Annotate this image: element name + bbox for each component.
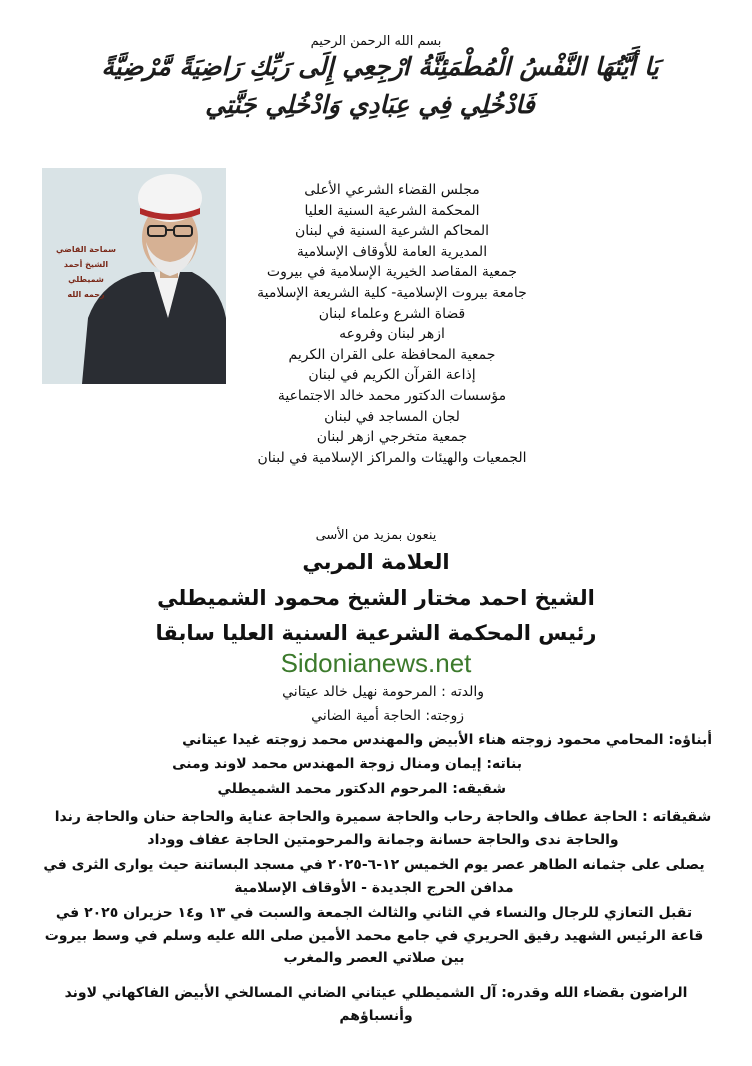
deceased-name: الشيخ احمد مختار الشيخ محمود الشميطلي xyxy=(157,586,595,610)
sisters-paragraph: شقيقاته : الحاجة عطاف والحاجة رحاب والحاجة سميرة والحاجة عناية والحاجة حنان والحاجة رندا والحاجة ندى والحاجة حسانة وجمانة والمرحومتين الحاجة عفاف ووداد xyxy=(54,809,712,848)
organization-item: ازهر لبنان وفروعه xyxy=(339,326,445,343)
deceased-position: رئيس المحكمة الشرعية السنية العليا سابقا xyxy=(155,621,597,645)
organization-item: جمعية المحافظة على القران الكريم xyxy=(288,346,496,363)
organization-item: المديرية العامة للأوقاف الإسلامية xyxy=(296,243,488,260)
quran-verse-line-1: يَا أَيَّتُهَا النَّفْسُ الْمُطْمَئِنَّةُ ارْجِعِي إِلَى رَبِّكِ رَاضِيَةً مَّرْضِيَّةً xyxy=(101,52,659,81)
organization-item: جمعية المقاصد الخيرية الإسلامية في بيروت xyxy=(266,264,518,281)
organization-item: مؤسسات الدكتور محمد خالد الاجتماعية xyxy=(277,387,507,404)
basmala: بسم الله الرحمن الرحيم xyxy=(310,34,442,49)
funeral-paragraph: يصلى على جثمانه الطاهر عصر يوم الخميس ١٢-٦-٢٠٢٥ في مسجد البساتنة حيث يوارى الثرى في مدافن الحرج الجديدة - الأوقاف الإسلامية xyxy=(43,857,705,896)
quran-verse-line-2: فَادْخُلِي فِي عِبَادِي وَادْخُلِي جَنَّتِي xyxy=(205,90,535,119)
daughters-line: بناته: إيمان ومنال زوجة المهندس محمد لاوند ومنى xyxy=(172,756,522,772)
organization-item: قضاة الشرع وعلماء لبنان xyxy=(318,305,466,322)
organization-item: الجمعيات والهيئات والمراكز الإسلامية في لبنان xyxy=(257,449,527,466)
organization-item: لجان المساجد في لبنان xyxy=(324,408,460,425)
mourning-line: ينعون بمزيد من الأسى xyxy=(315,528,437,543)
deceased-title: العلامة المربي xyxy=(302,550,450,574)
organization-item: المحاكم الشرعية السنية في لبنان xyxy=(294,223,489,240)
organization-item: المحكمة الشرعية السنية العليا xyxy=(304,202,480,219)
deceased-portrait xyxy=(42,168,226,384)
sons-line: أبناؤه: المحامي محمود زوجته هناء الأبيض والمهندس محمد زوجته غيدا عيتاني xyxy=(182,732,712,748)
portrait-caption-line: سماحة القاضي xyxy=(56,245,116,254)
condolences-paragraph: تقبل التعازي للرجال والنساء في الثاني والثالث الجمعة والسبت في ١٣ و١٤ حزيران ٢٠٢٥ في قاعة الرئيس الشهيد رفيق الحريري في جامع محمد الأمين صلى الله عليه وسلم في وسط بيروت بين صلاتي العصر والمغرب xyxy=(44,905,704,966)
mother-line: والدته : المرحومة نهيل خالد عيتاني xyxy=(282,684,484,700)
organization-item: جمعية متخرجي ازهر لبنان xyxy=(316,429,468,446)
organizations-list xyxy=(232,180,552,468)
brother-line: شقيقه: المرحوم الدكتور محمد الشميطلي xyxy=(217,781,506,797)
portrait-caption-line: رحمه الله xyxy=(67,290,105,299)
organization-item: إذاعة القرآن الكريم في لبنان xyxy=(308,367,476,384)
families-paragraph: الراضون بقضاء الله وقدره: آل الشميطلي عيتاني الضاني المسالخي الأبيض الفاكهاني لاوند وأنسباؤهم xyxy=(64,985,688,1024)
wife-line: زوجته: الحاجة أمية الضاني xyxy=(311,708,464,724)
organization-item: مجلس القضاء الشرعي الأعلى xyxy=(304,182,480,198)
organization-item: جامعة بيروت الإسلامية- كلية الشريعة الإسلامية xyxy=(257,284,527,301)
portrait-caption-line: الشيخ أحمد شميطلي xyxy=(63,260,109,284)
portrait-caption xyxy=(48,242,124,302)
site-watermark: Sidonianews.net xyxy=(280,648,472,678)
